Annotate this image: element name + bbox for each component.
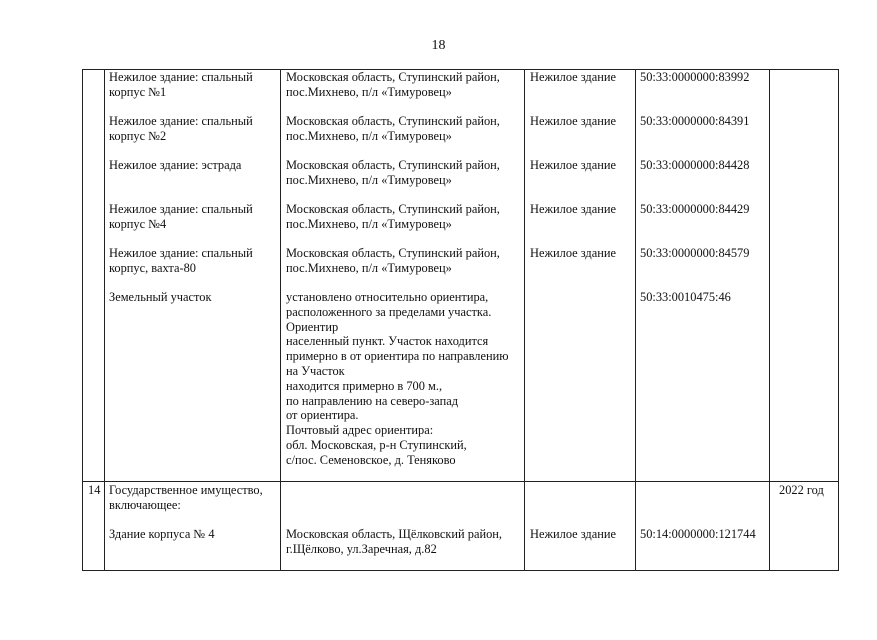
cadastral-number-cell: 50:14:0000000:121744: [640, 527, 756, 541]
object-name-cell: Нежилое здание: спальный корпус №1: [109, 70, 253, 99]
property-table: [82, 69, 839, 571]
address-cell: Московская область, Ступинский район, пос.Михнево, п/л «Тимуровец»: [286, 246, 500, 275]
page-number: 18: [431, 38, 446, 53]
column-divider: [524, 70, 525, 570]
object-name-cell: Нежилое здание: спальный корпус, вахта-80: [109, 246, 253, 275]
object-type-cell: Нежилое здание: [530, 527, 617, 541]
column-divider: [280, 70, 281, 570]
address-cell: Московская область, Ступинский район, пос.Михнево, п/л «Тимуровец»: [286, 202, 500, 231]
column-divider: [769, 70, 770, 570]
object-type-cell: Нежилое здание: [530, 246, 617, 260]
column-divider: [635, 70, 636, 570]
object-name-cell: Нежилое здание: спальный корпус №2: [109, 114, 253, 143]
year-cell: 2022 год: [779, 483, 824, 497]
address-cell: Московская область, Щёлковский район, г.Щёлково, ул.Заречная, д.82: [286, 527, 503, 556]
object-name-cell: Нежилое здание: эстрада: [109, 158, 242, 172]
cadastral-number-cell: 50:33:0010475:46: [640, 290, 731, 304]
cadastral-number-cell: 50:33:0000000:83992: [640, 70, 750, 84]
cadastral-number-cell: 50:33:0000000:84428: [640, 158, 750, 172]
cadastral-number-cell: 50:33:0000000:84391: [640, 114, 750, 128]
object-name-cell: Земельный участок: [109, 290, 212, 304]
object-name-cell: Нежилое здание: спальный корпус №4: [109, 202, 253, 231]
row-divider: [83, 481, 838, 482]
address-cell: Московская область, Ступинский район, пос.Михнево, п/л «Тимуровец»: [286, 70, 500, 99]
object-type-cell: Нежилое здание: [530, 202, 617, 216]
address-cell: установлено относительно ориентира, расположенного за пределами участка. Ориентир населенный пункт. Участок находится примерно в от ориентира по направлению на Участок находится примерно в 700 м., по направлению на северо-запад от ориентира. Почтовый адрес ориентира: обл. Московская, р-н Ступинский, с/пос. Семеновское, д. Теняково: [286, 290, 509, 467]
object-type-cell: Нежилое здание: [530, 158, 617, 172]
address-cell: Московская область, Ступинский район, пос.Михнево, п/л «Тимуровец»: [286, 158, 500, 187]
object-type-cell: Нежилое здание: [530, 114, 617, 128]
object-type-cell: Нежилое здание: [530, 70, 617, 84]
cadastral-number-cell: 50:33:0000000:84429: [640, 202, 750, 216]
column-divider: [104, 70, 105, 570]
group-title-cell: Государственное имущество, включающее:: [109, 483, 263, 512]
object-name-cell: Здание корпуса № 4: [109, 527, 215, 541]
cadastral-number-cell: 50:33:0000000:84579: [640, 246, 750, 260]
row-number-cell: 14: [88, 483, 101, 497]
address-cell: Московская область, Ступинский район, пос.Михнево, п/л «Тимуровец»: [286, 114, 500, 143]
